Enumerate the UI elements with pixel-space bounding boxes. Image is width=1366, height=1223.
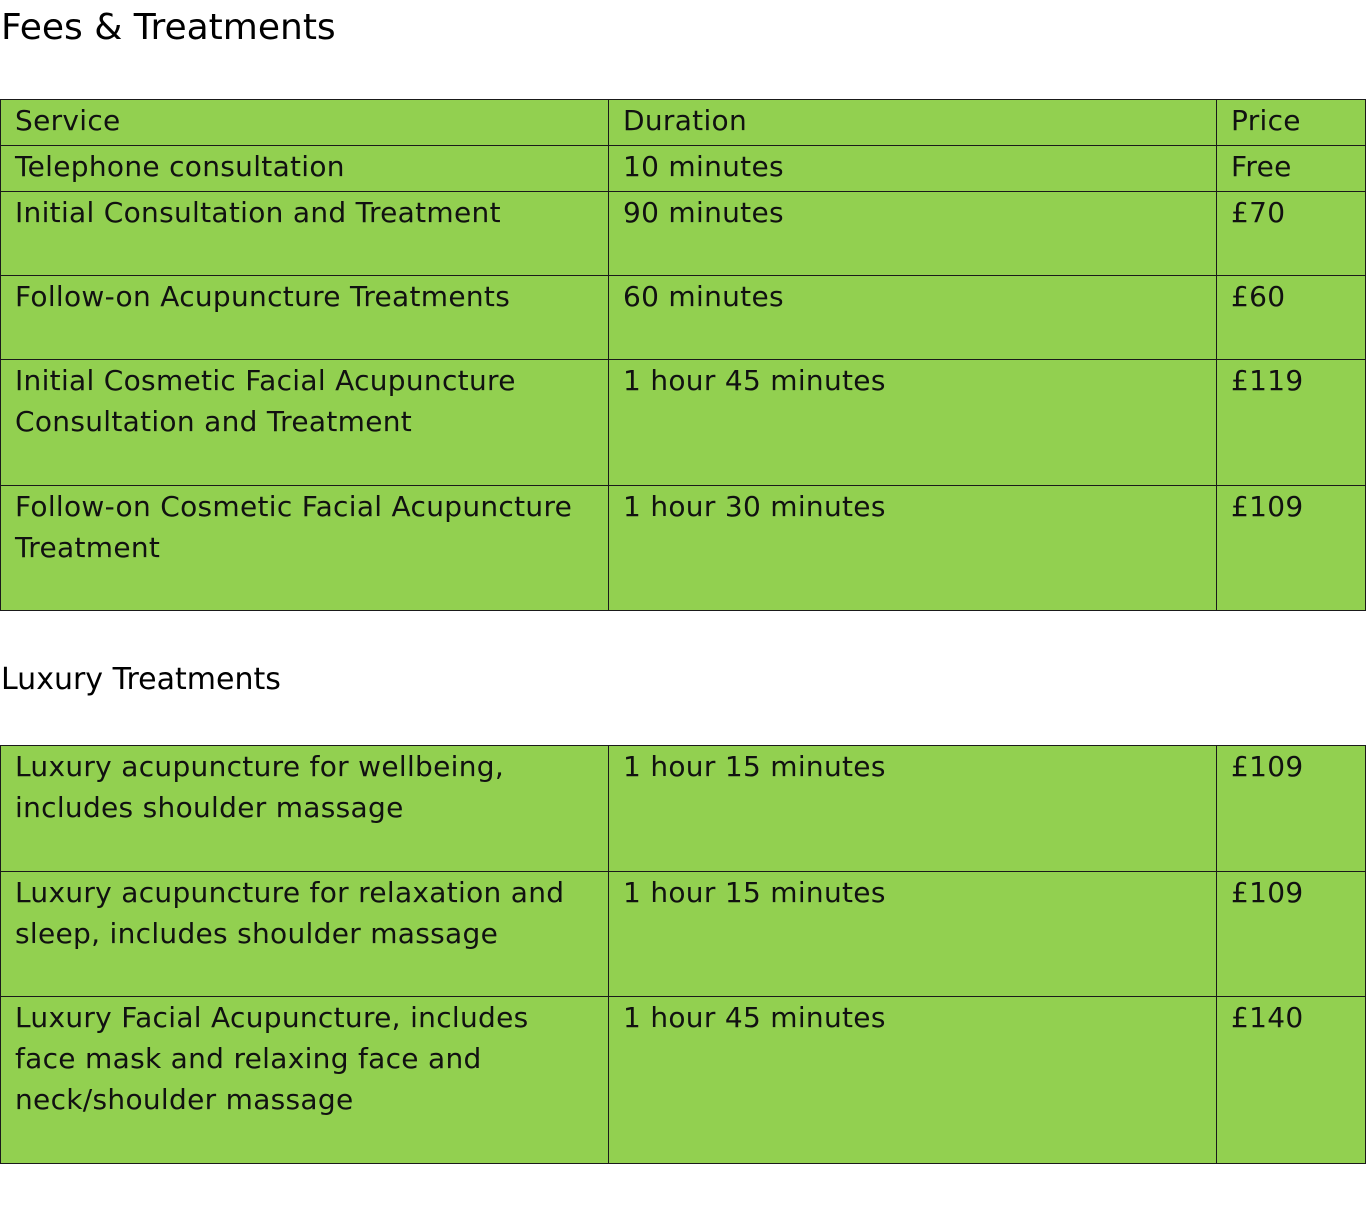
table-row	[1, 360, 1366, 486]
header-duration: Duration	[609, 100, 1217, 146]
page-title: Fees & Treatments	[1, 7, 336, 48]
table-row	[1, 486, 1366, 611]
price-cell: £60	[1217, 276, 1366, 360]
duration-cell: 10 minutes	[609, 146, 1217, 192]
price-cell: £70	[1217, 192, 1366, 276]
price-cell: Free	[1217, 146, 1366, 192]
service-cell: Telephone consultation	[1, 146, 609, 192]
price-cell: £109	[1217, 872, 1366, 997]
table-header-row	[1, 100, 1366, 146]
price-cell: £140	[1217, 997, 1366, 1164]
duration-cell: 1 hour 15 minutes	[609, 872, 1217, 997]
table-row	[1, 192, 1366, 276]
header-price: Price	[1217, 100, 1366, 146]
price-cell: £109	[1217, 486, 1366, 611]
table-row	[1, 746, 1366, 872]
table-row	[1, 146, 1366, 192]
luxury-fees-table	[0, 745, 1366, 1164]
fees-table	[0, 99, 1366, 611]
section-title-luxury: Luxury Treatments	[1, 662, 281, 697]
table-row	[1, 872, 1366, 997]
price-cell: £119	[1217, 360, 1366, 486]
table-row	[1, 997, 1366, 1164]
duration-cell: 60 minutes	[609, 276, 1217, 360]
header-service: Service	[1, 100, 609, 146]
price-cell: £109	[1217, 746, 1366, 872]
duration-cell: 90 minutes	[609, 192, 1217, 276]
service-cell: Luxury acupuncture for wellbeing, includes shoulder massage	[1, 746, 609, 872]
service-cell: Follow-on Acupuncture Treatments	[1, 276, 609, 360]
duration-cell: 1 hour 30 minutes	[609, 486, 1217, 611]
service-cell: Follow-on Cosmetic Facial Acupuncture Treatment	[1, 486, 609, 611]
service-cell: Luxury acupuncture for relaxation and sleep, includes shoulder massage	[1, 872, 609, 997]
service-cell: Luxury Facial Acupuncture, includes face mask and relaxing face and neck/shoulder massage	[1, 997, 609, 1164]
duration-cell: 1 hour 15 minutes	[609, 746, 1217, 872]
duration-cell: 1 hour 45 minutes	[609, 360, 1217, 486]
service-cell: Initial Consultation and Treatment	[1, 192, 609, 276]
service-cell: Initial Cosmetic Facial Acupuncture Consultation and Treatment	[1, 360, 609, 486]
table-row	[1, 276, 1366, 360]
duration-cell: 1 hour 45 minutes	[609, 997, 1217, 1164]
